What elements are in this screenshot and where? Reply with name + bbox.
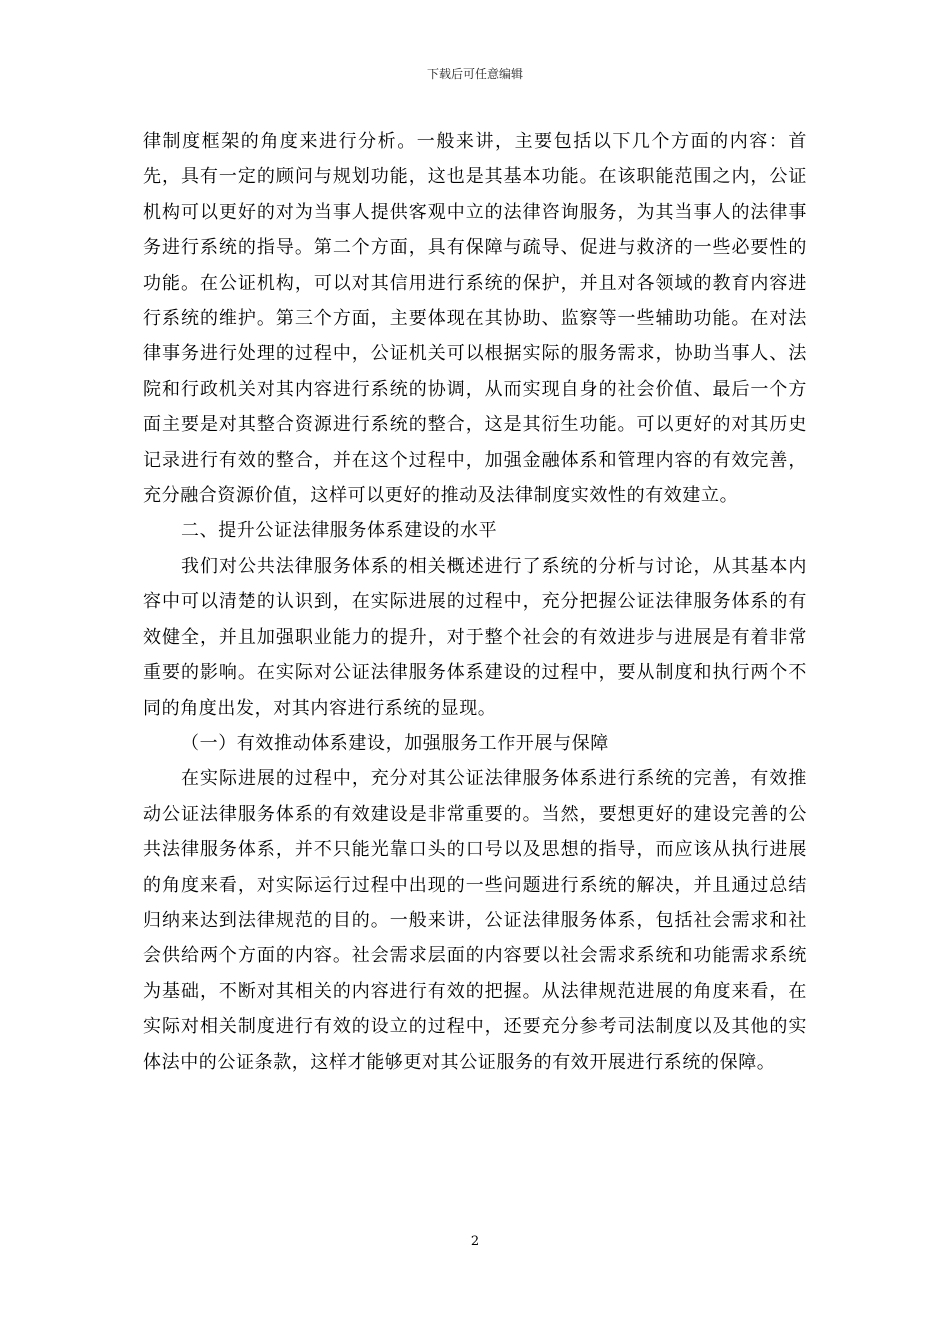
paragraph: 在实际进展的过程中，充分对其公证法律服务体系进行系统的完善，有效推动公证法律服务体系的有效建设是非常重要的。当然，要想更好的建设完善的公共法律服务体系，并不只能光靠口头的口号以及思想的指导，而应该从执行进展的角度来看，对实际运行过程中出现的一些问题进行系统的解决，并且通过总结归纳来达到法律规范的目的。一般来讲，公证法律服务体系，包括社会需求和社会供给两个方面的内容。社会需求层面的内容要以社会需求系统和功能需求系统为基础，不断对其相关的内容进行有效的把握。从法律规范进展的角度来看，在实际对相关制度进行有效的设立的过程中，还要充分参考司法制度以及其他的实体法中的公证条款，这样才能够更对其公证服务的有效开展进行系统的保障。 — [143, 768, 807, 1073]
page-header: 下载后可任意编辑 — [426, 67, 523, 81]
section-heading: 二、提升公证法律服务体系建设的水平 — [181, 520, 498, 542]
paragraph: 我们对公共法律服务体系的相关概述进行了系统的分析与讨论，从其基本内容中可以清楚的认识到，在实际进展的过程中，充分把握公证法律服务体系的有效健全，并且加强职业能力的提升，对于整个社会的有效进步与进展是有着非常重要的影响。在实际对公证法律服务体系建设的过程中，要从制度和执行两个不同的角度出发，对其内容进行系统的显现。 — [143, 555, 807, 719]
subsection-heading: （一）有效推动体系建设，加强服务工作开展与保障 — [181, 732, 609, 754]
page-number: 2 — [470, 1234, 480, 1249]
document-body — [143, 124, 807, 1080]
paragraph-continued: 律制度框架的角度来进行分析。一般来讲，主要包括以下几个方面的内容：首先，具有一定的顾问与规划功能，这也是其基本功能。在该职能范围之内，公证机构可以更好的对为当事人提供客观中立的法律咨询服务，为其当事人的法律事务进行系统的指导。第二个方面，具有保障与疏导、促进与救济的一些必要性的功能。在公证机构，可以对其信用进行系统的保护，并且对各领域的教育内容进行系统的维护。第三个方面，主要体现在其协助、监察等一些辅助功能。在对法律事务进行处理的过程中，公证机关可以根据实际的服务需求，协助当事人、法院和行政机关对其内容进行系统的协调，从而实现自身的社会价值、最后一个方面主要是对其整合资源进行系统的整合，这是其衍生功能。可以更好的对其历史记录进行有效的整合，并在这个过程中，加强金融体系和管理内容的有效完善，充分融合资源价值，这样可以更好的推动及法律制度实效性的有效建立。 — [143, 131, 807, 507]
